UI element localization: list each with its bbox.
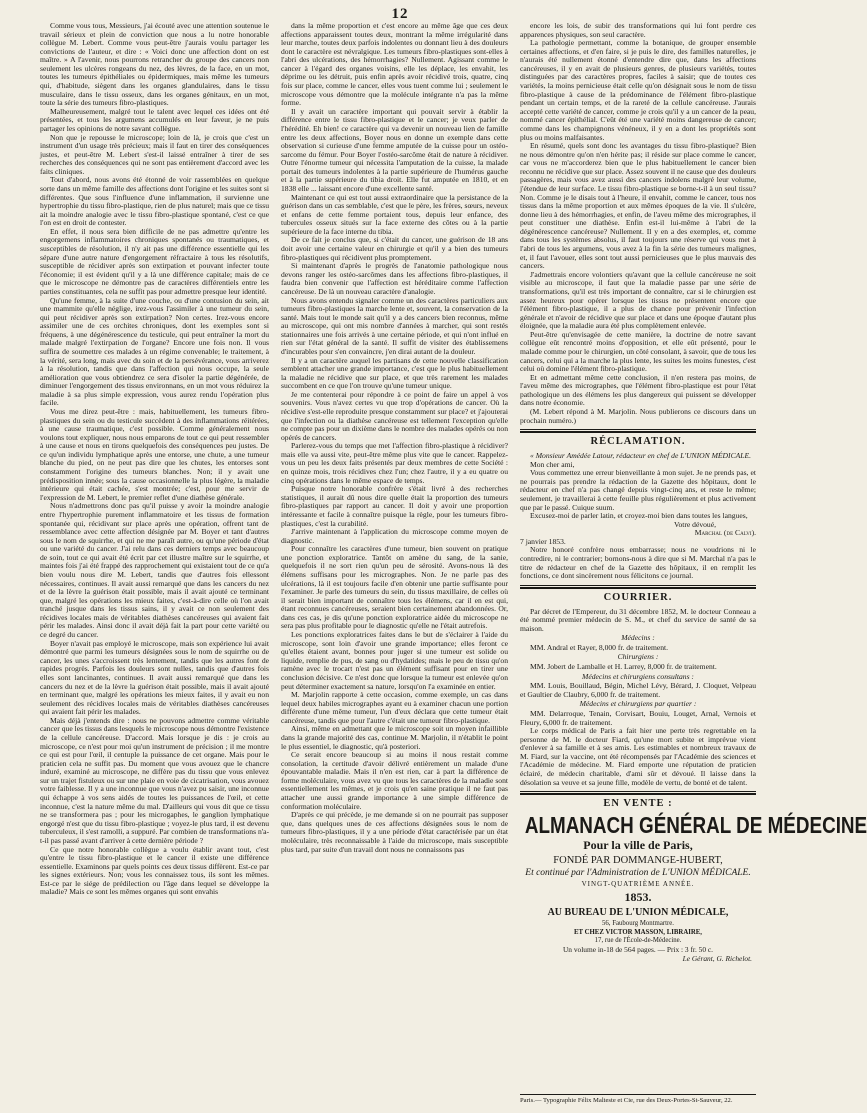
reclamation-signature: Marchal (de Calvi). bbox=[694, 528, 756, 538]
almanach-pour: Pour la ville de Paris, bbox=[583, 837, 693, 852]
paragraph: Non que je repousse le microscope; loin de là, je crois que c'est un instrument d'un usage très précieux; mais il faut en tirer des conséquences justes, et peut-être M. Lebert s'est-il laissé entraîner à tirer de ses recherches des conséquences qui ne sont pas entièrement d'accord avec les faits cliniques. bbox=[40, 132, 269, 176]
courrier-item: MM. Louis, Bouillaud, Bégin, Michel Lévy, Bérard, J. Cloquet, Velpeau et Gaultier de Claubry, 6,000 fr. de traitement. bbox=[520, 681, 756, 699]
reclamation-body: Vous commettez une erreur bienveillante à mon sujet. Je ne prends pas, et ne pourrais pas prendre la rédaction de la Gazette des hôpitaux, dont le rédacteur en chef n'a pas changé depuis vingt-cinq ans, et reste le même; seulement, je travaillerai à cette feuille plus régulièrement et plus activement que par le passé. Cuique suum. bbox=[520, 468, 756, 512]
courrier-item: MM. Jobert de Lamballe et H. Larrey, 8,000 fr. de traitement. bbox=[530, 662, 717, 672]
paragraph: D'après ce qui précède, je me demande si on ne pourrait pas supposer que, dans quelques unes de ces affections désignées sous le nom de tumeurs fibro-plastiques, il y a une période d'état caractérisée par un état moléculaire, très reconnaissable à l'aide du microscope, mais susceptible plus tard, par suite d'un travail dont nous ne connaissons pas bbox=[281, 810, 508, 854]
paragraph: En effet, il nous sera bien difficile de ne pas admettre qu'entre les engorgemens inflammatoires chroniques spontanés ou traumatiques, et susceptibles de résolution, il n'y ait pas une différence essentielle qui les sépare d'une autre nature d'engorgement réfractaire à tous les résolutifs, susceptible de récidiver après son extirpation et pouvant infecter toute l'économie; il est évident qu'il y a là une différence capitale; mais de ce que le microscope ne démontre pas de caractères différentiels entre les parties constituantes, cela ne suffit pas pour admettre presque leur identité. bbox=[40, 226, 269, 296]
paragraph: Comme vous tous, Messieurs, j'ai écouté avec une attention soutenue le travail sérieux et plein de conviction que nous a lu notre honorable collègue M. Lebert. Comme vous peut-être j'aurais voulu partager les convictions de l'auteur, et dire : « Voici donc une affection dont on est maître. » A l'avenir, nous pourrons retrancher du groupe des cancers non seulement les ulcères rongeans du nez, des lèvres, de la face, en un mot, toutes les tumeurs épithéliales ou épidermiques, mais même les tumeurs qui, d'habitude, siègent dans les organes glandulaires, dans le tissu musculaire, dans le tissu osseux, dans les organes génitaux, en un mot, toute la série des tumeurs fibro-plastiques. bbox=[40, 21, 269, 108]
paragraph: Je me contenterai pour répondre à ce point de faire un appel à vos souvenirs. Vous n'avez certes vu que trop d'opérations de cancer. Où la récidive s'est-elle reproduite presque constamment sur place? et j'ajouterai que l'infection ou la diathèse cancéreuse est tellement l'exception qu'elle ne compte pas pour un dixième dans le nombre des malades opérés ou non opérés de cancers. bbox=[281, 389, 508, 442]
gerant: Le Gérant, G. Richelot. bbox=[682, 954, 752, 964]
courrier-item: MM. Delarroque, Tenain, Corvisart, Bouiu, Louget, Arnal, Vernois et Fleury, 6,000 fr. de traitement. bbox=[520, 708, 756, 727]
column-3 bbox=[520, 21, 867, 1092]
courrier-heading: Chirurgiens : bbox=[617, 652, 659, 662]
paragraph: Qu'une femme, à la suite d'une couche, ou d'une contusion du sein, ait une mammite qu'elle néglige, irez-vous l'assimiler à une tumeur du sein, qui peut récidiver après son extirpation? Non certes. Irez-vous encore assimiler une de ces orchites chroniques, dont les exemples sont si fréquens, à une dégénérescence du testicule, qui peut entraîner la mort du malade malgré l'extirpation de l'organe? Encore une fois non. Il vous suffira de soumettre ces malades à un régime convenable; le traitement, à la vérité, sera long, mais avec du soin et de la persévérance, vous arriverez à la résolution, tandis que dans l'affection qui nous occupe, la seule amélioration que vous obtiendrez ce sera d'isoler la partie dégénérée, de diminuer l'engorgement des tissus environnans, en un mot vous réduirez la maladie à sa plus simple expression, vous aurez rendu l'opération plus facile. bbox=[40, 295, 269, 408]
paragraph: Ce que notre honorable collègue a voulu établir avant tout, c'est qu'entre le tissu fibro-plastique et le cancer il existe une différence essentielle. Examinons par quels points ces deux tissus diffèrent. Est-ce par les signes extérieurs. Non; vous les connaissez tous, ils sont les mêmes. Est-ce par le siége de prédilection ou l'âge dans lequel se développe la maladie? Mais ce sont les mêmes organes qui sont envahis bbox=[40, 844, 269, 897]
paragraph: Il y avait un caractère important qui pouvait servir à établir la différence entre le tissu fibro-plastique et le cancer; je veux parler de l'hérédité. Eh bien! ce caractère qui va devenir un nouveau lien de famille entre les deux affections, Boyer nous en donne un exemple dans cette observation si curieuse d'une femme amputée de la cuisse pour un ostéo-sarcome du fémur. Pour Boyer l'ostéo-sarcôme était de nature à récidiver. Outre l'énorme tumeur qui nécessita l'amputation de la cuisse, la malade portait des tumeurs indolentes à la partie supérieure de l'humérus gauche et à la partie supérieure du tibia droit. Elle fut amputée en 1810, et en 1838 elle ... laissant encore d'une excellente santé. bbox=[281, 106, 508, 193]
paragraph: Les ponctions exploratrices faites dans le but de s'éclairer à l'aide du microscope, sont loin d'avoir une grande importance; elles feront ce qu'elles étaient avant, bonnes pour juger si une tumeur est solide ou liquide, remplie de pus, de sang ou d'hydatides; mais le peu de tissu qu'on ramène avec le trocart n'est pas un élément suffisant pour en tirer une conclusion décisive. Ce n'est donc que lorsque la tumeur est enlevée qu'on peut déterminer exactement sa nature, lorsqu'on l'a examinée en entier. bbox=[281, 630, 508, 691]
paragraph: En résumé, quels sont donc les avantages du tissu fibro-plastique? Bien ne nous démontre qu'on n'en hérite pas; il réside sur place comme le cancer, car vous ne m'accorderez bien que le plus habituellement le cancer bien reconnu ne récidive que sur place. Assez souvent il ne cause que des douleurs passagères, mais vous avez aussi des cancers indolens malgré leur volume, j'étendue de leur surface. Le tissu fibro-plastique se borne-t-il à un seul tissu? Non. Comme je le disais tout à l'heure, il envahit, comme le cancer, tous nos tissus dans la même proportion et aux mêmes époques de la vie. Il s'ulcère, donne lieu à des hémorrhagies, et enfin, de l'aveu même des micrographes, il peut constituer une diathèse. Enfin est-il lui-même à l'abri de la dégénérescence cancéreuse? Nullement. Il y en a des exemples, et, comme dans tous les systèmes absolus, il faut toujours une réserve qui vous met à l'abri de tous les argumens, vous avez à la fin la série des tumeurs malignes, et, il faut l'avouer, elles sont tout aussi pernicieuses que le plus mauvais des cancers. bbox=[520, 141, 756, 271]
courrier-heading: Médecins et chirurgiens consultans : bbox=[582, 671, 694, 681]
divider bbox=[520, 587, 756, 589]
paragraph: Malheureusement, malgré tout le talent avec lequel ces idées ont été présentées, et tous les argumens accumulés en leur faveur, je ne puis partager les opinions de notre savant collègue. bbox=[40, 106, 269, 133]
divider bbox=[520, 791, 756, 792]
paragraph: La pathologie permettant, comme la botanique, de grouper ensemble certaines affections, et d'en faire, si je puis le dire, des familles naturelles, je n'aurais été nullement étonné d'entendre dire que, dans les affections cancéreuses, il y en avait de plusieurs genres, de plusieurs variétés, toutes distinguées par des caractères propres, faciles à saisir; que de toutes ces variétés, la moins pernicieuse était celle qu'on désignait sous le nom de tissu fibro-plastique à cause de la prédominance de l'élément fibro-plastique pendant un certain temps, et de la rareté de la cellule cancéreuse. J'aurais accepté cette variété de cancer, comme je crois qu'il y a un cancer de la peau, nommé cancer épithélial. C'eût été une variété moins dangereuse de cancer; comme dans les champignons vénéneux, il y en a dont les propriétés sont plus ou moins malfaisantes. bbox=[520, 38, 756, 142]
reclamation-note: Notre honoré confrère nous embarrasse; nous ne voudrions ni le contredire, ni le contrarier; bornons-nous à dire que si M. Marchal n'a pas le titre de rédacteur en chef de la Gazette des hôpitaux, il en remplit les fonctions, ce dont sincèrement nous félicitons ce journal. bbox=[520, 545, 756, 581]
paragraph: (M. Lebert répond à M. Marjolin. Nous publierons ce discours dans un prochain numéro.) bbox=[520, 407, 756, 425]
divider bbox=[520, 585, 756, 586]
almanach-title: ALMANACH GÉNÉRAL DE MÉDECINE bbox=[524, 811, 867, 838]
column-1 bbox=[40, 22, 269, 1092]
almanach-bureau: AU BUREAU DE L'UNION MÉDICALE, bbox=[547, 906, 729, 918]
almanach-address: 56, Faubourg Montmartre. bbox=[602, 919, 674, 927]
paragraph: Il y a un caractère auquel les partisans de cette nouvelle classification semblent attacher une grande importance, c'est que le plus habituellement la maladie ne récidive que sur place, et que très rarement les malades succombent en ce que l'on trouve qu'une tumeur unique. bbox=[281, 355, 508, 391]
paragraph: Nous n'admettrons donc pas qu'il puisse y avoir la moindre analogie entre l'hypertrophie purement inflammatoire et les tissus de formation spontanée qui, récidivant sur place après une opération, offrent tant de ressemblance avec cette affection désignée par M. Boyer et tant d'autres sous le nom de squirrhe, et qui ne me paraît autre, ou qu'une période d'état ou une variété du cancer. J'ai relu dans ces derniers temps avec beaucoup de soin, tout ce qui avait été écrit par cet illustre maître sur le squirrhe, et maintes fois j'ai été frappé des rapprochement qui existaient tout de ce qu'a bien voulu nous dire M. Lebert, tandis que d'autres fois ellessont nécessaires, continues. Il avait aussi remarqué que dans les cancers du nez et de la lèvre la guérison était possible, mais il avait ajouté ce terminant que, malgré les opérations les mieux faites, c'est-à-dire celle où l'on avait tranché jusque dans les tissus sains, il y avait ce non seulement des récidives locales mais de véritables diathèses cancéreuses qui avaient fait périr les malades. Ainsi donc il avait déjà fait la part pour cette variété ou ce degré du cancer. bbox=[40, 501, 269, 640]
paragraph: Mais déjà j'entends dire : nous ne pouvons admettre comme véritable cancer que les tissus dans lesquels le microscope nous démontre l'existence de la cellule cancéreuse. D'accord. Mais lorsque je dis : je crois au microscope, ce n'est pour moi qu'un instrument de précision ; il me montre ce qui est pour l'œil, il centuple la puissance de cet organe. Mais pour le praticien cela ne suffit pas. Du moment que vous avouez que le chancre induré, examiné au microscope, ne diffère pas du tissu que vous enlevez sur un trajet fistuleux ou sur une plaie en voie de cicatrisation, vous avouez votre faiblesse. Il y a une inconnue que vous n'avez pu saisir, une inconnue qui échappe à vos sens aidés de toutes les puissances de l'œil, et cette inconnue, c'est la nature même du mal. D'ailleurs qui vous dit que ce tissu ne se transformera pas ; pour les microgaphes, le ganglion lymphatique engorgé n'est que du tissu fibro-plastique ; voyez-le plus tard, il est devenu tuberculeux, il s'est ramolli, a suppuré. Par combien de transformations n'a-t-il pas passé avant d'arriver à cette dernière période ? bbox=[40, 715, 270, 845]
almanach-fonde: FONDÉ PAR DOMMANGE-HUBERT, bbox=[553, 854, 723, 866]
almanach-year: 1853. bbox=[624, 890, 652, 905]
courrier-heading: Médecins et chirurgiens par quartier : bbox=[579, 699, 697, 709]
courrier-heading: Médecins : bbox=[621, 633, 655, 643]
paragraph: M. Marjolin rapporte à cette occasion, comme exemple, un cas dans lequel deux habiles micrographes ayant eu à examiner chacun une portion différente d'une même tumeur, l'un d'eux déclara que cette tumeur était cancéreuse, tandis que pour l'autre c'était une tumeur fibro-plastique. bbox=[281, 690, 508, 725]
column-3-body bbox=[520, 22, 756, 425]
almanach-address: 17, rue de l'École-de-Médecine. bbox=[594, 937, 682, 945]
printer-footer: Paris.— Typographie Félix Malteste et Cie, rue des Deux-Portes-St-Sauveur, 22. bbox=[520, 1094, 756, 1104]
paragraph: Parlerez-vous du temps que met l'affection fibro-plastique à récidiver? mais elle va aussi vite, peut-être même plus vite que le cancer. Rappelez-vous un peu les deux faits présentés par deux membres de cette Société : en quinze mois, trois récidives chez l'un; chez l'autre, il y a eu quatre ou cinq opérations dans le même espace de temps. bbox=[281, 441, 508, 485]
paragraph: De ce fait je conclus que, si c'était du cancer, une guérison de 18 ans doit avoir une certaine valeur en chirurgie et qu'il y a bien des tumeurs fibro-plastiques qui récidivent plus promptement. bbox=[281, 235, 508, 262]
paragraph: Pour connaître les caractères d'une tumeur, bien souvent on pratique une ponction exploratrice. Tantôt on amène du sang, de la sanie, quelquefois il ne sort rien qu'un peu de sérosité. Avons-nous là des élémens suffisans pour les micrographes. Non. Je ne parle pas des ulcérations, là il est toujours facile d'en obtenir une partie suffisante pour l'examiner. Je parle des tumeurs du sein, du tissus maxillaire, de celles où il serait bien important de connaître tous les élémens, car il en est qui, étant reconnues cancéreuses, seraient bien certainement abandonnées. Or, dans ces cas, je dis qu'une ponction exploratrice aidée du microscope ne sera pas plus profitable pour le diagnostic qu'elle ne l'était autrefois. bbox=[281, 544, 508, 631]
paragraph: J'arrive maintenant à l'application du microscope comme moyen de diagnostic. bbox=[281, 527, 508, 545]
column-2 bbox=[281, 22, 508, 1092]
paragraph: Puisque notre honorable confrère s'était livré à des recherches statistiques, il aurait dû nous dire quelle était la proportion des tumeurs fibro-plastiques par rapport au cancer. Il doit y avoir une proportion intéressante et facile à connaître puisque la règle, pour les tumeurs fibro-plastiques, c'est la curabilité. bbox=[281, 484, 508, 528]
almanach-address: ET CHEZ VICTOR MASSON, LIBRAIRE, bbox=[573, 928, 703, 936]
paragraph: Et en admettant même cette conclusion, il n'en restera pas moins, de l'aveu même des micrographes, que l'élément fibro-plastique est pour l'état pathologique un des élémens les plus dangereux qui puissent se développer dans notre économie. bbox=[520, 372, 756, 408]
page-number: 12 bbox=[391, 6, 409, 22]
reclamation-title: RÉCLAMATION. bbox=[590, 436, 686, 448]
paragraph: Vous me direz peut-être : mais, habituellement, les tumeurs fibro-plastiques du sein ou du testicule succèdent à des inflammations réitérées, à une cause traumatique, c'est possible. Comme généralement nous voulons tout expliquer, nous nous emparons de tout ce qui peut ressembler à une cause et nous en tirons quelquefois des conséquences peu justes. De ce qu'un individu lymphatique après une entorse, une chute, a une tumeur blanche du pied, on ne peut pas dire que les chutes, les entorses sont constamment l'origine des tumeurs blanches. Non; il y avait une prédisposition innée; sous la cause occasionnelle la plus légère, la maladie intérieure qui était cachée, s'est montrée; c'est, pour me servir de l'expression de M. Lebert, le premier reflet d'une diathèse générale. bbox=[40, 407, 269, 502]
courrier-item: MM. Andral et Rayer, 8,000 fr. de traitement. bbox=[530, 642, 669, 652]
paragraph: Boyer n'avait pas employé le microscope, mais son expérience lui avait démontré que parmi les tumeurs désignées sous le nom de squirrhe ou de cancer, les unes s'accroissent très lentement, tandis que les autres font de rapides progrès. Parfois les douleurs sont nulles, tandis que d'autres fois elles sont lancinantes, continues. Il avait aussi remarqué que dans les cancers du nez et de la lèvre la guérison était possible, mais il avait ajouté en terminant que, malgré les opérations les mieux faites, il y avait eu non seulement des récidives locales mais de véritables diathèses cancéreuses qui avaient fait périr les malades. bbox=[40, 638, 269, 717]
courrier-title: COURRIER. bbox=[603, 591, 673, 603]
reclamation-closing: Excusez-moi de parler latin, et croyez-moi bien dans toutes les langues, bbox=[530, 511, 748, 521]
paragraph: Maintenant ce qui est tout aussi extraordinaire que la persistance de la guérison dans un cas semblable, c'est que le père, les frères, sœurs, neveux et enfans de cette femme portaient tous, depuis leur enfance, des tubercules osseux situés sur la face externe des côtes ou à la partie supérieure de la face interne du tibia. bbox=[281, 192, 508, 236]
almanach-continue: Et continué par l'Administration de L'UNION MÉDICALE. bbox=[525, 868, 751, 879]
paragraph: J'admettrais encore volontiers qu'avant que la cellule cancéreuse ne soit visible au microscope, il faut que la maladie passe par une série de transformations, qu'il est très important de connaître, car si le chirurgien est assez heureux pour opérer lorsque les tissus ne présentent encore que l'élément fibro-plastique, il a plus de chance pour prévenir l'infection générale et n'avoir de récidive que sur place et dans une époque d'autant plus éloignée, que la maladie aura été plus complètement enlevée. bbox=[520, 269, 756, 331]
paragraph: Ainsi, même en admettant que le microscope soit un moyen infaillible dans la grande majorité des cas, continue M. Marjolin, il n'établit le point le plus essentiel, le diagnostic, qu'à posteriori. bbox=[281, 724, 508, 751]
almanach-annee: VINGT-QUATRIÈME ANNÉE. bbox=[581, 880, 695, 889]
divider bbox=[520, 793, 756, 795]
divider bbox=[520, 431, 756, 433]
reclamation-date: 7 janvier 1853. bbox=[520, 536, 566, 546]
courrier-obituary: Le corps médical de Paris a fait hier une perte très regrettable en la personne de M. le docteur Fiard, qu'une mort subite et imprévue vient d'enlever à sa famille et à ses amis. Les estimables et nombreux travaux de M. Fiard, sur la vaccine, ont été récompensés par l'Académie des sciences et l'Académie de médecine. M. Fiard emporte une réputation de praticien éclairé, de médecin charitable, d'ami sûr et dévoué. Il laisse dans la désolation sa veuve et sa jeune fille, modèle de vertu, de bonté et de talent. bbox=[520, 726, 756, 787]
paragraph: Si maintenant d'après le progrès de l'anatomie pathologique nous devons ranger les ostéo-sarcômes dans les affections fibro-plastiques, il faudra bien convenir que l'affection est héréditaire comme l'affection cancéreuse. De là un nouveau caractère d'analogie. bbox=[281, 261, 508, 296]
reclamation-address: « Monsieur Amédée Latour, rédacteur en chef de L'UNION MÉDICALE. bbox=[530, 451, 752, 461]
paragraph: Ce serait encore beaucoup si au moins il nous restait comme consolation, la certitude d'avoir délivré entièrement un malade d'une épouvantable maladie. Mais il n'en est rien, car à part la différence de forme moléculaire, vous avez vu que tous les caractères de la maladie sont essentiellement les mêmes, et je crois qu'en saine pratique il ne faut pas attacher une aussi grande importance à une simple différence de conformation moléculaire. bbox=[281, 750, 508, 811]
paragraph: encore les lois, de subir des transformations qui lui font perdre ces apparences physiques, son seul caractère. bbox=[520, 21, 756, 39]
paragraph: Nous avons entendu signaler comme un des caractères particuliers aux tumeurs fibro-plastiques la marche lente et, souvent, la conservation de la santé. Mais tout le monde sait qu'il y a des cancers bien reconnus, même au microscope, qui ont mis nombre d'années à marcher, qui sont restés stationnaires une fois arrivés à une certaine période, et qui n'ont influé en rien sur l'état général de la santé. Il suffit de visiter des établissemens d'incurables pour s'en convaincre, j'en dirai autant de la douleur. bbox=[281, 295, 508, 356]
divider bbox=[520, 429, 756, 430]
paragraph: Peut-être qu'envisagée de cette manière, la doctrine de notre savant collègue eût rencontré moins d'opposition, et elle eût présenté, pour le malade comme pour le chirurgien, un côté consolant, à savoir, que de tous les cancers, celui qui a la marche la plus lente, les suites les moins funestes, c'est celui où domine l'élément fibro-plastique. bbox=[520, 329, 756, 374]
reclamation-signoff: Votre dévoué, bbox=[673, 519, 716, 529]
paragraph: dans la même proportion et c'est encore au même âge que ces deux affections apparaissent toutes deux, montrant la même irrégularité dans leur marche, toutes deux parfois indolentes ou donnant lieu à des douleurs dont le caractère est névralgique. Les tumeurs fibro-plastiques sont-elles à l'abri des ulcérations, des hémorrhagies? Nullement. Agissant comme le cancer à l'égard des organes voisins, elle les déplace, les envahit, les déprime ou les détruit, puis enfin après avoir récidivé trois, quatre, cinq fois sur place, comme le cancer, elles vous tuent comme lui ; seulement le microscope vous démontre que la molécule intégrante n'a pas la même forme. bbox=[281, 21, 508, 108]
almanach-price: Un volume in-18 de 564 pages. — Prix : 3 fr. 50 c. bbox=[562, 944, 714, 954]
en-vente-title: EN VENTE : bbox=[603, 798, 673, 810]
courrier-intro: Par décret de l'Empereur, du 31 décembre 1852, M. le docteur Conneau a été nommé premier médecin de S. M., et chef du service de santé de sa maison. bbox=[520, 606, 756, 633]
paragraph: Tout d'abord, nous avons été étonné de voir rassemblées en quelque sorte dans un même famille des affections dont l'origine et les suites sont si différentes. Que sous l'influence d'une inflammation, il survienne une hypertrophie du tissu fibro-plastique, rien de plus naturel; mais que ce tissu ait la moindre analogie avec le tissu fibro-plastique spontané, c'est ce que l'on est en droit de contester. bbox=[40, 175, 269, 228]
reclamation-salutation: Mon cher ami, bbox=[530, 459, 575, 469]
